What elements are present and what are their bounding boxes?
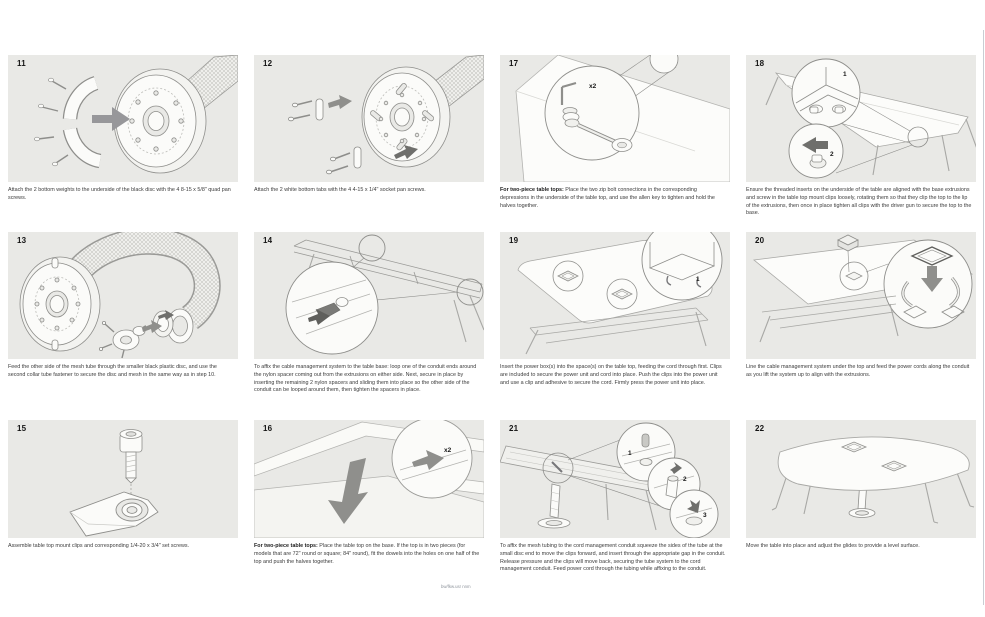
step-caption: Insert the power box(s) into the space(s) on the table top, feeding the cord through first. Clips are included to secure the power unit and cord into place. Push the clips into the power unit and use a clip and adhesive to secure the cord. Firmly press the power unit into place. xyxy=(500,364,722,386)
cable-system-drawing xyxy=(254,232,484,359)
step-caption: Feed the other side of the mesh tube through the smaller black plastic disc, and use the second collar tube fastener to secure the disc and mesh in the same way as in step 10. xyxy=(8,364,217,378)
illustration-step-17 xyxy=(500,55,730,182)
step-caption: For two-piece table tops: Place the two zip bolt connections in the corresponding depressions in the underside of the table top, and use the allen key to tighten and hold the halves together. xyxy=(500,187,715,209)
table-top-mount-clip xyxy=(70,492,158,536)
step-panel-16 xyxy=(254,420,484,566)
step-caption: Line the cable management system under the top and feed the power cords along the conduit as you lift the system up to align with the extrusions. xyxy=(746,364,970,378)
arrow-icon xyxy=(328,95,352,109)
illustration-step-22 xyxy=(746,420,976,538)
pedestal-leg xyxy=(538,484,570,528)
illustration-step-18 xyxy=(746,55,976,182)
step-number: 20 xyxy=(755,236,765,245)
illustration-step-16 xyxy=(254,420,484,538)
step-panel-18 xyxy=(746,55,976,218)
illustration-step-20 xyxy=(746,232,976,359)
callout-circle-small-top xyxy=(359,235,385,261)
step-caption: Ensure the threaded inserts on the underside of the table are aligned with the base extrusions and screw in the table top mount clips loosely, rotating them so that they clip the top to the lip of the extrusions, then once in place tighten all clips with the driver gun to secure the top to the base. xyxy=(746,187,972,217)
fine-print: bw/fkw.usr nnm xyxy=(441,584,471,589)
step-caption: Attach the 2 white bottom tabs with the 4 4-15 x 1/4" socket pan screws. xyxy=(254,187,426,193)
mount-clip-drawing xyxy=(746,55,976,182)
large-disc xyxy=(20,257,100,351)
zip-bolt-drawing xyxy=(500,55,730,182)
step-caption: Move the table into place and adjust the glides to provide a level surface. xyxy=(746,543,920,549)
step-number: 13 xyxy=(17,236,27,245)
detail-number-3: 3 xyxy=(703,512,707,519)
callout-circle-small xyxy=(650,55,678,73)
step-number: 18 xyxy=(755,59,765,68)
step-panel-21 xyxy=(500,420,730,574)
detail-number-1: 1 xyxy=(696,276,700,283)
tube-conduit-drawing xyxy=(500,420,730,538)
table-top xyxy=(778,437,969,491)
step-number: 22 xyxy=(755,424,765,433)
step-caption: For two-piece table tops: Place the table top on the base. If the top is in two pieces (for models that are 72" round or square; 84" round), fit the dowels into the holes on one half of the top and push the halves together. xyxy=(254,543,480,565)
step-number: 12 xyxy=(263,59,273,68)
illustration-step-14 xyxy=(254,232,484,359)
step-panel-19 xyxy=(500,232,730,387)
power-box-drawing xyxy=(500,232,730,359)
step-panel-11 xyxy=(8,55,238,203)
base-frame xyxy=(760,296,898,342)
quantity-label: x2 xyxy=(589,83,597,90)
step-number: 19 xyxy=(509,236,519,245)
detail-number-2: 2 xyxy=(683,476,687,483)
set-screw xyxy=(120,430,142,484)
illustration-step-13 xyxy=(8,232,238,359)
step-number: 11 xyxy=(17,59,26,68)
step-number: 17 xyxy=(509,59,519,68)
finished-table-drawing xyxy=(746,420,976,538)
top-placement-drawing xyxy=(254,420,484,538)
step-caption: To affix the mesh tubing to the cord management conduit squeeze the sides of the tube at the small disc end to move the clips forward, and insert through the appropriate gap in the conduit. Release pressure and the clips will move back, securing the tube system to the cord management conduit. Feed power cord through the tubing while affixing to the conduit. xyxy=(500,543,726,573)
detail-number-1: 1 xyxy=(628,450,632,457)
step-number: 21 xyxy=(509,424,519,433)
mount-clip-screw-drawing xyxy=(8,420,238,538)
detail-number-2: 2 xyxy=(830,151,834,158)
step-caption: To affix the cable management system to the table base: loop one of the conduit ends around the nylon spacer coming out from the extrusions on either side. Next, secure in place by inserting the remaining 2 nylon spacers and sliding them into place so the other side of the conduit can be looped around them, then tighten the spacers in place. xyxy=(254,364,477,394)
step-panel-17 xyxy=(500,55,730,210)
step-panel-13 xyxy=(8,232,238,380)
illustration-step-19 xyxy=(500,232,730,359)
disc-weights-drawing xyxy=(8,55,238,182)
step-caption: Attach the 2 bottom weights to the underside of the black disc with the 4 8-15 x 5/8" quad pan screws. xyxy=(8,187,231,201)
disc-tabs-drawing xyxy=(254,55,484,182)
step-caption: Assemble table top mount clips and corresponding 1/4-20 x 3/4" set screws. xyxy=(8,543,190,549)
collar-tube-fastener xyxy=(99,321,146,358)
page-edge-line xyxy=(983,30,984,605)
illustration-step-11 xyxy=(8,55,238,182)
step-panel-12 xyxy=(254,55,484,195)
quad-pan-screws xyxy=(34,78,68,166)
callout-circle-3 xyxy=(670,490,718,538)
illustration-step-15 xyxy=(8,420,238,538)
illustration-step-12 xyxy=(254,55,484,182)
black-disc xyxy=(114,69,206,173)
cable-lift-drawing xyxy=(746,232,976,359)
step-panel-15 xyxy=(8,420,238,551)
quantity-label: x2 xyxy=(444,447,452,454)
detail-number-1: 1 xyxy=(843,71,847,78)
mesh-loop-drawing xyxy=(8,232,238,359)
white-bottom-tabs xyxy=(288,99,361,174)
step-number: 15 xyxy=(17,424,27,433)
step-number: 14 xyxy=(263,236,273,245)
illustration-step-21 xyxy=(500,420,730,538)
step-panel-20 xyxy=(746,232,976,380)
step-panel-22 xyxy=(746,420,976,551)
step-number: 16 xyxy=(263,424,273,433)
step-panel-14 xyxy=(254,232,484,395)
